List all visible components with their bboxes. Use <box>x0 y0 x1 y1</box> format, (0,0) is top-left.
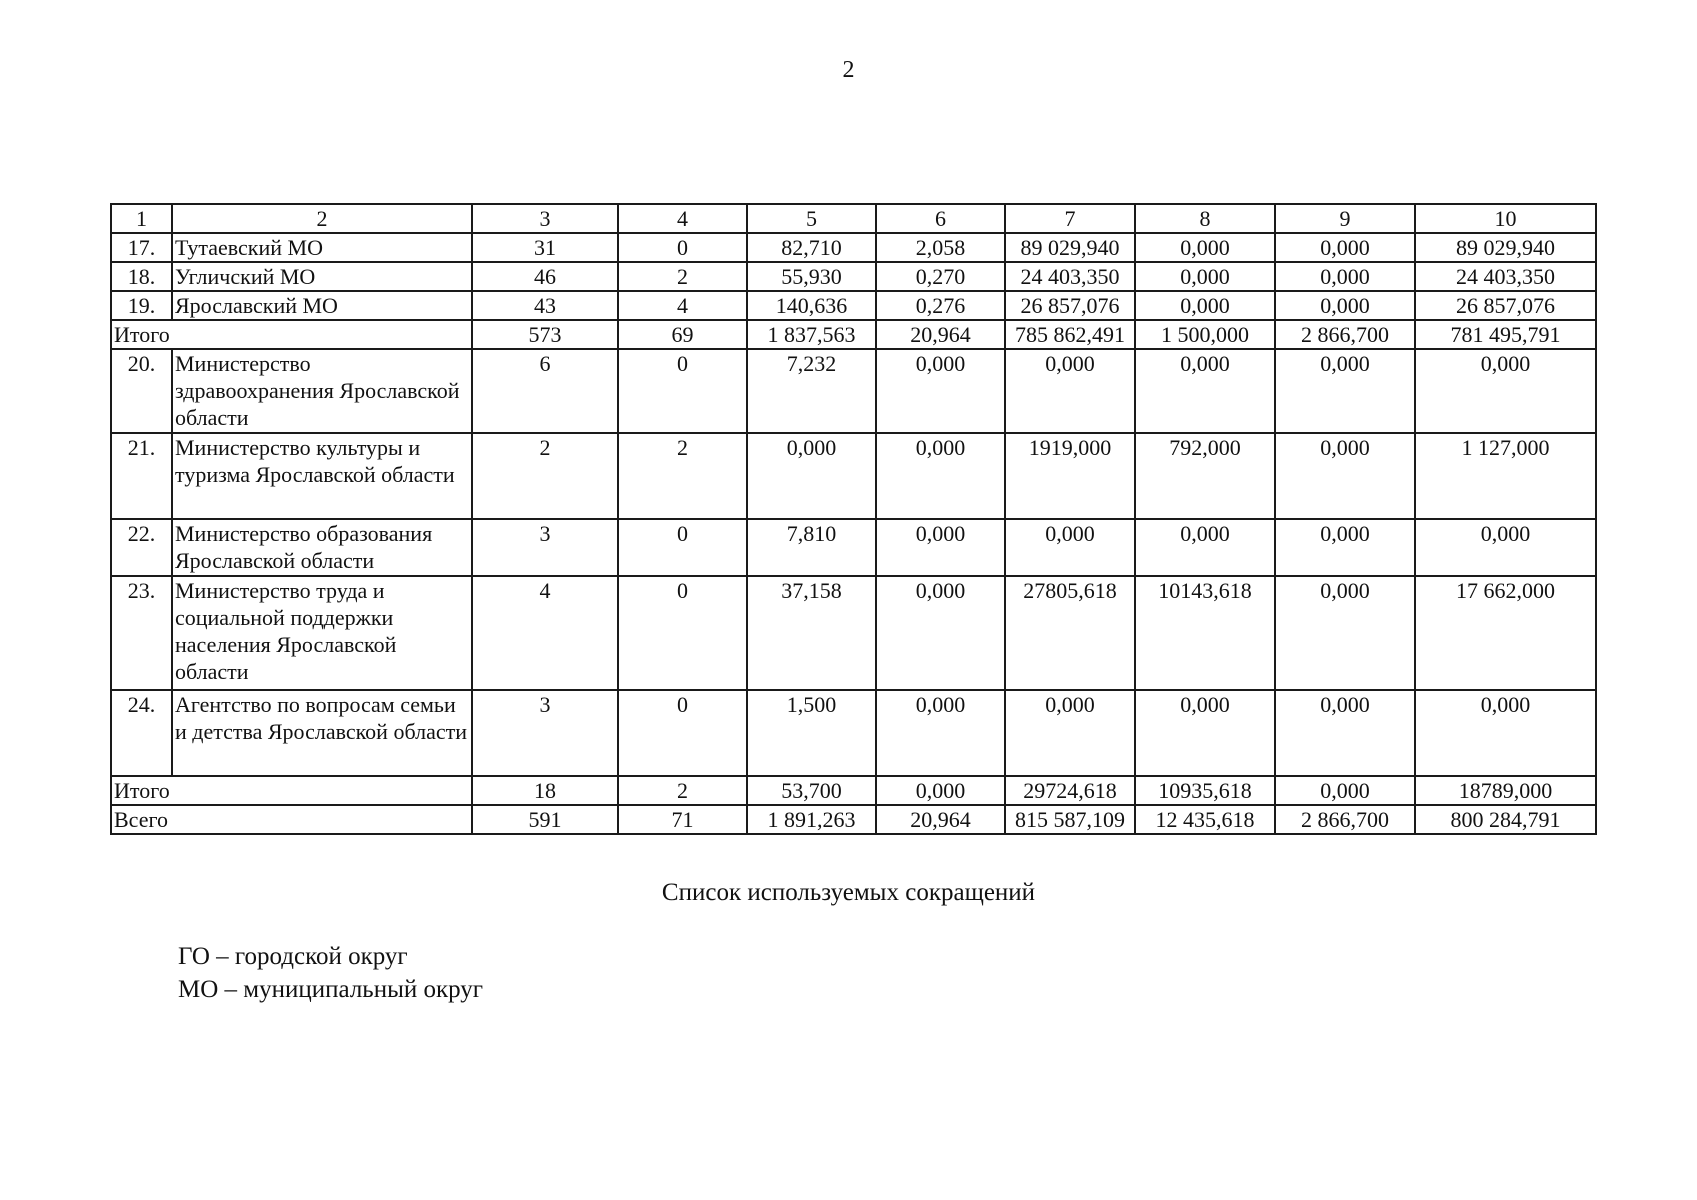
table-cell: 0 <box>618 576 747 690</box>
table-cell: 82,710 <box>747 233 876 262</box>
row-name: Министерство образования Ярославской области <box>172 519 472 576</box>
row-name: Министерство труда и социальной поддержки населения Ярославской области <box>172 576 472 690</box>
table-cell: 0,000 <box>1275 262 1415 291</box>
table-cell: 0,000 <box>1275 433 1415 519</box>
table-cell: 0,000 <box>1005 690 1135 776</box>
table-cell: 26 857,076 <box>1005 291 1135 320</box>
table-cell: 0,000 <box>1135 519 1275 576</box>
table-row <box>111 576 1596 690</box>
table-cell: 43 <box>472 291 618 320</box>
table-cell: 140,636 <box>747 291 876 320</box>
table-cell: 0,000 <box>1415 349 1596 433</box>
table-cell: 37,158 <box>747 576 876 690</box>
header-cell: 3 <box>472 204 618 233</box>
table-cell: 0,000 <box>876 519 1005 576</box>
row-name: Угличский МО <box>172 262 472 291</box>
header-cell: 10 <box>1415 204 1596 233</box>
table-cell: 800 284,791 <box>1415 805 1596 834</box>
table-cell: 0,000 <box>1275 690 1415 776</box>
table-cell: 1 500,000 <box>1135 320 1275 349</box>
row-number: 22. <box>111 519 172 576</box>
grand-total-row <box>111 805 1596 834</box>
subtotal-label: Итого <box>111 320 472 349</box>
row-number: 20. <box>111 349 172 433</box>
table-row <box>111 349 1596 433</box>
table-cell: 0,270 <box>876 262 1005 291</box>
table-cell: 0,276 <box>876 291 1005 320</box>
table-cell: 46 <box>472 262 618 291</box>
row-number: 17. <box>111 233 172 262</box>
table-cell: 2,058 <box>876 233 1005 262</box>
table-cell: 12 435,618 <box>1135 805 1275 834</box>
table-cell: 2 <box>472 433 618 519</box>
table-cell: 18789,000 <box>1415 776 1596 805</box>
table-cell: 0,000 <box>876 349 1005 433</box>
abbreviations-list <box>178 940 483 1006</box>
table-cell: 815 587,109 <box>1005 805 1135 834</box>
table-row <box>111 433 1596 519</box>
table-cell: 0,000 <box>876 433 1005 519</box>
table-cell: 7,810 <box>747 519 876 576</box>
table-cell: 2 866,700 <box>1275 805 1415 834</box>
table-cell: 0,000 <box>1275 233 1415 262</box>
header-cell: 7 <box>1005 204 1135 233</box>
table-cell: 573 <box>472 320 618 349</box>
table-header-row <box>111 204 1596 233</box>
row-name: Агентство по вопросам семьи и детства Ярославской области <box>172 690 472 776</box>
table-cell: 0,000 <box>1135 291 1275 320</box>
subtotal-row <box>111 776 1596 805</box>
table-cell: 0,000 <box>1005 519 1135 576</box>
table-cell: 24 403,350 <box>1005 262 1135 291</box>
table-cell: 3 <box>472 519 618 576</box>
table-cell: 17 662,000 <box>1415 576 1596 690</box>
row-name: Министерство здравоохранения Ярославской области <box>172 349 472 433</box>
table-cell: 0,000 <box>1275 576 1415 690</box>
table-cell: 0,000 <box>876 690 1005 776</box>
table-cell: 0 <box>618 349 747 433</box>
header-cell: 4 <box>618 204 747 233</box>
table-row <box>111 262 1596 291</box>
table-cell: 18 <box>472 776 618 805</box>
page-number: 2 <box>842 57 855 83</box>
table-cell: 2 <box>618 262 747 291</box>
table-row <box>111 233 1596 262</box>
header-cell: 9 <box>1275 204 1415 233</box>
header-cell: 1 <box>111 204 172 233</box>
table-cell: 71 <box>618 805 747 834</box>
table-cell: 0,000 <box>747 433 876 519</box>
subtotal-label: Итого <box>111 776 472 805</box>
subtotal-row <box>111 320 1596 349</box>
table-cell: 0,000 <box>1275 776 1415 805</box>
table-cell: 0,000 <box>876 576 1005 690</box>
table-cell: 2 <box>618 776 747 805</box>
table-cell: 0,000 <box>1135 233 1275 262</box>
table-cell: 69 <box>618 320 747 349</box>
table-cell: 2 <box>618 433 747 519</box>
row-number: 24. <box>111 690 172 776</box>
table-cell: 53,700 <box>747 776 876 805</box>
grand-total-label: Всего <box>111 805 472 834</box>
header-cell: 5 <box>747 204 876 233</box>
table-cell: 0,000 <box>1275 519 1415 576</box>
header-cell: 2 <box>172 204 472 233</box>
table-cell: 89 029,940 <box>1005 233 1135 262</box>
table-cell: 1919,000 <box>1005 433 1135 519</box>
table-row <box>111 519 1596 576</box>
header-cell: 6 <box>876 204 1005 233</box>
abbreviation-item: МО – муниципальный округ <box>178 976 484 1003</box>
row-name: Ярославский МО <box>172 291 472 320</box>
table-cell: 0,000 <box>1135 262 1275 291</box>
table-cell: 0,000 <box>1415 690 1596 776</box>
table-cell: 7,232 <box>747 349 876 433</box>
table-cell: 1 127,000 <box>1415 433 1596 519</box>
table-row <box>111 690 1596 776</box>
abbreviations-title: Список используемых сокращений <box>661 879 1036 906</box>
table-cell: 6 <box>472 349 618 433</box>
table-cell: 0,000 <box>1135 690 1275 776</box>
table-cell: 31 <box>472 233 618 262</box>
table-cell: 10143,618 <box>1135 576 1275 690</box>
table-cell: 3 <box>472 690 618 776</box>
table-cell: 0,000 <box>1135 349 1275 433</box>
table-cell: 0,000 <box>876 776 1005 805</box>
table-cell: 20,964 <box>876 320 1005 349</box>
abbreviation-item: ГО – городской округ <box>178 943 408 970</box>
table-cell: 10935,618 <box>1135 776 1275 805</box>
table-cell: 0 <box>618 690 747 776</box>
table-cell: 591 <box>472 805 618 834</box>
table-cell: 4 <box>472 576 618 690</box>
table-cell: 785 862,491 <box>1005 320 1135 349</box>
table-cell: 29724,618 <box>1005 776 1135 805</box>
table-cell: 1 837,563 <box>747 320 876 349</box>
header-cell: 8 <box>1135 204 1275 233</box>
table-cell: 20,964 <box>876 805 1005 834</box>
table-cell: 0,000 <box>1275 291 1415 320</box>
summary-table <box>110 203 1597 835</box>
table-row <box>111 291 1596 320</box>
table-cell: 24 403,350 <box>1415 262 1596 291</box>
table-cell: 0 <box>618 233 747 262</box>
table-cell: 1,500 <box>747 690 876 776</box>
table-cell: 0,000 <box>1415 519 1596 576</box>
table-cell: 0,000 <box>1005 349 1135 433</box>
row-number: 19. <box>111 291 172 320</box>
table-cell: 26 857,076 <box>1415 291 1596 320</box>
table-cell: 0 <box>618 519 747 576</box>
table-cell: 89 029,940 <box>1415 233 1596 262</box>
row-number: 18. <box>111 262 172 291</box>
row-name: Министерство культуры и туризма Ярославской области <box>172 433 472 519</box>
table-cell: 27805,618 <box>1005 576 1135 690</box>
table-cell: 55,930 <box>747 262 876 291</box>
table-cell: 1 891,263 <box>747 805 876 834</box>
table-cell: 2 866,700 <box>1275 320 1415 349</box>
table-cell: 0,000 <box>1275 349 1415 433</box>
table-cell: 4 <box>618 291 747 320</box>
table-cell: 792,000 <box>1135 433 1275 519</box>
table-cell: 781 495,791 <box>1415 320 1596 349</box>
row-number: 23. <box>111 576 172 690</box>
row-name: Тутаевский МО <box>172 233 472 262</box>
row-number: 21. <box>111 433 172 519</box>
